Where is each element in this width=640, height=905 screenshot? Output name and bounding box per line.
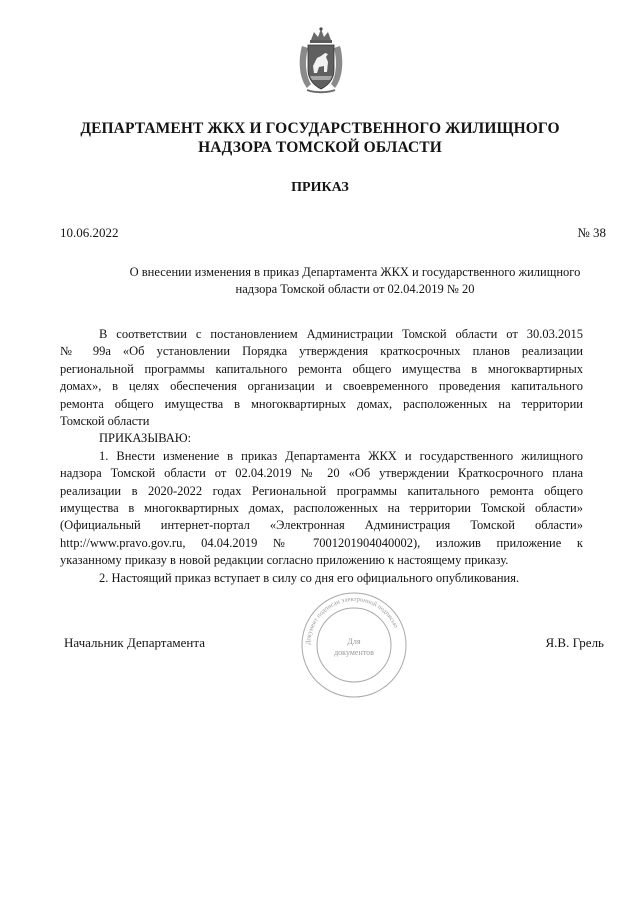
order-subject [100, 264, 610, 298]
document-type-title: ПРИКАЗ [291, 180, 349, 195]
paragraph-line: № 99а «Об установлении Порядка утверждения краткосрочных планов реализации [60, 344, 583, 359]
item-line: имущества в многоквартирных домах, расположенных на территории Томской области» [60, 501, 583, 516]
seal-center-line2: документов [334, 648, 374, 657]
order-word: ПРИКАЗЫВАЮ: [99, 431, 192, 446]
order-body [60, 326, 583, 587]
item-line: 2. Настоящий приказ вступает в силу со дня его официального опубликования. [99, 570, 520, 585]
seal-center-line1: Для [347, 637, 361, 646]
item-line: http://www.pravo.gov.ru, 04.04.2019 № 7001201904040002), изложив приложение к [60, 535, 583, 550]
paragraph-line: В соответствии с постановлением Администрации Томской области от 30.03.2015 [99, 327, 583, 341]
item-line: (Официальный интернет-портал «Электронная Администрация Томской области» [60, 518, 583, 533]
order-number: № 38 [577, 225, 606, 240]
department-name-line1: ДЕПАРТАМЕНТ ЖКХ И ГОСУДАРСТВЕННОГО ЖИЛИЩНОГО [80, 120, 560, 137]
department-name-line2: НАДЗОРА ТОМСКОЙ ОБЛАСТИ [198, 139, 442, 156]
seal-ring-text: Документ подписан электронной подписью [304, 595, 400, 646]
seal-stamp [300, 591, 408, 699]
signatory-name: Я.В. Грель [545, 635, 604, 650]
paragraph-line: ремонта общего имущества в многоквартирных домах, расположенных на территории [60, 396, 583, 411]
item-line: 1. Внести изменение в приказ Департамента ЖКХ и государственного жилищного [99, 448, 583, 463]
item-line: указанному приказу в новой редакции согласно приложению к настоящему приказу. [60, 553, 509, 568]
signatory-position: Начальник Департамента [64, 635, 205, 650]
item-line: реализации в 2020-2022 годах Региональной программы капитального ремонта общего [60, 483, 583, 498]
subject-line: О внесении изменения в приказ Департамента ЖКХ и государственного жилищного [129, 265, 581, 279]
paragraph-line: региональной программы капитального ремонта общего имущества в многоквартирных [60, 361, 583, 376]
paragraph-line: домах», в целях обеспечения организации и своевременного проведения капитального [60, 379, 583, 394]
item-line: надзора Томской области от 02.04.2019 № 20 «Об утверждении Краткосрочного плана [60, 466, 583, 481]
order-date: 10.06.2022 [60, 225, 119, 240]
subject-line: надзора Томской области от 02.04.2019 № 20 [235, 282, 475, 296]
coat-of-arms-icon [297, 26, 345, 96]
paragraph-line: Томской области [60, 414, 150, 429]
